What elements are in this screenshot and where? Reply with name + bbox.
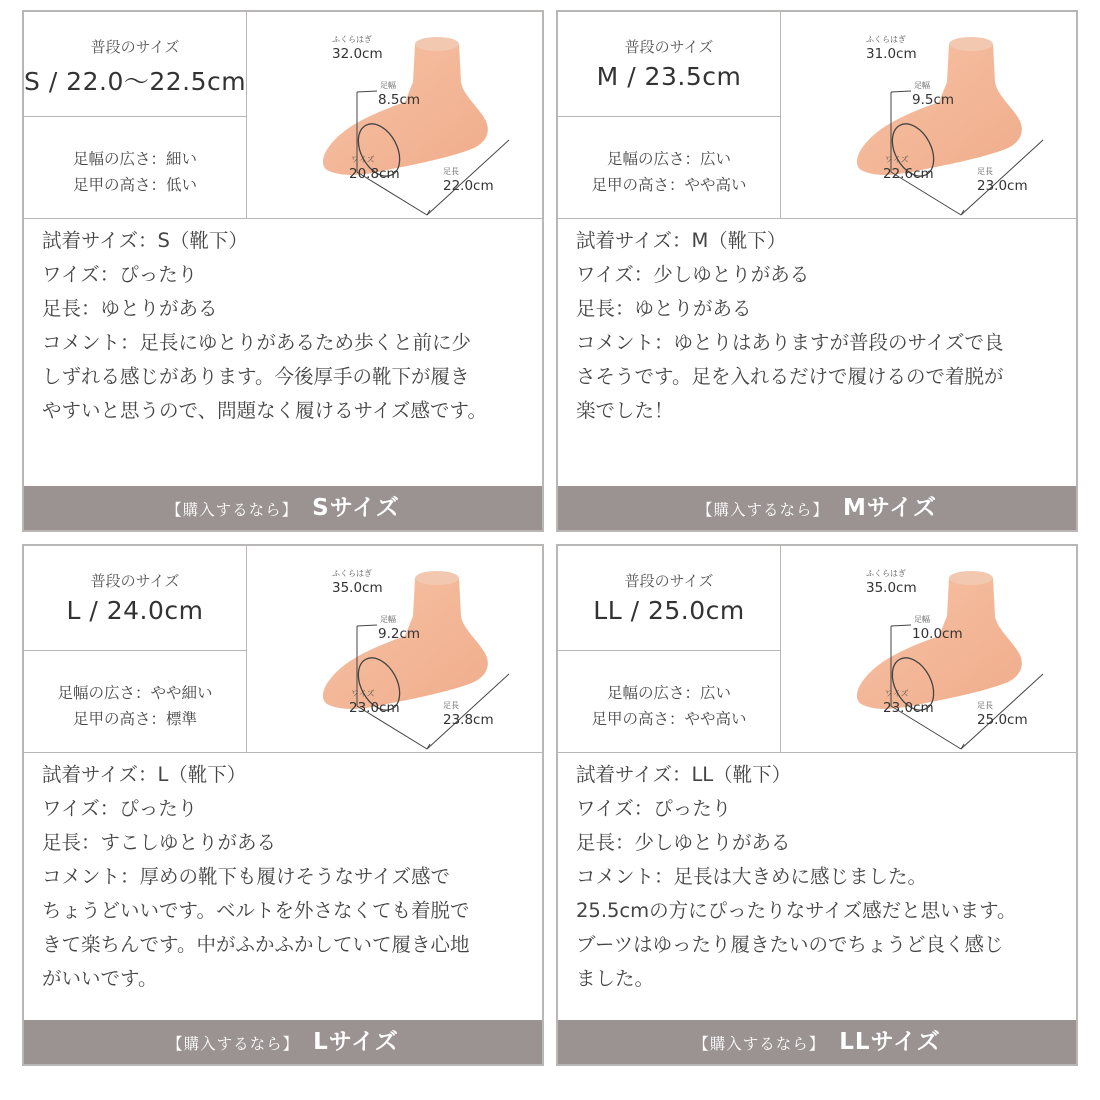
review-line: ワイズ：ぴったり xyxy=(42,797,198,820)
foot-illustration xyxy=(247,546,542,752)
review-line: ワイズ：少しゆとりがある xyxy=(576,263,810,286)
usual-size-label: 普段のサイズ xyxy=(90,38,180,56)
review-line: きて楽ちんです。中がふかふかしていて履き心地 xyxy=(42,933,470,956)
review-line: 楽でした！ xyxy=(576,399,674,422)
foot-illustration xyxy=(781,546,1076,752)
width-value: 8.5cm xyxy=(378,92,421,108)
review-line: 試着サイズ：S（靴下） xyxy=(42,229,248,252)
review-line: ワイズ：ぴったり xyxy=(576,797,732,820)
review-line: さそうです。足を入れるだけで履けるので着脱が xyxy=(576,365,1004,388)
usual-size-box xyxy=(558,12,781,117)
review-line: やすいと思うので、問題なく履けるサイズ感です。 xyxy=(42,399,487,422)
recommend-prefix: 【購入するなら】 xyxy=(166,501,299,519)
usual-size-box xyxy=(558,546,781,651)
width-label: 足幅 xyxy=(914,81,930,90)
review-line: しずれる感じがあります。今後厚手の靴下が履き xyxy=(42,365,470,388)
review-line: 足長：ゆとりがある xyxy=(576,297,752,320)
foot-width-text: 足幅の広さ：広い xyxy=(606,684,731,702)
review-text xyxy=(42,224,536,428)
calf-value: 35.0cm xyxy=(866,580,917,596)
foot-type-box xyxy=(558,651,781,752)
wise-value: 23.0cm xyxy=(883,700,934,716)
foot-icon xyxy=(781,12,1076,218)
review-line: ブーツはゆったり履きたいのでちょうど良く感じ xyxy=(576,933,1004,956)
review-line: 試着サイズ：L（靴下） xyxy=(42,763,247,786)
review-line: 25.5cmの方にぴったりなサイズ感だと思います。 xyxy=(576,899,1017,922)
length-label: 足長 xyxy=(977,167,993,176)
review-line: 試着サイズ：M（靴下） xyxy=(576,229,787,252)
card-header xyxy=(24,546,542,753)
length-label: 足長 xyxy=(977,701,993,710)
width-label: 足幅 xyxy=(380,615,396,624)
recommend-prefix: 【購入するなら】 xyxy=(693,1035,826,1053)
usual-size-label: 普段のサイズ xyxy=(624,38,714,56)
recommend-bar xyxy=(24,486,542,530)
wise-value: 20.8cm xyxy=(349,166,400,182)
review-line: がいいです。 xyxy=(42,967,158,990)
length-value: 22.0cm xyxy=(443,178,494,194)
length-value: 23.0cm xyxy=(977,178,1028,194)
recommend-prefix: 【購入するなら】 xyxy=(167,1035,300,1053)
review-line: ました。 xyxy=(576,967,655,990)
calf-value: 31.0cm xyxy=(866,46,917,62)
recommend-prefix: 【購入するなら】 xyxy=(696,501,829,519)
recommend-bar xyxy=(24,1020,542,1064)
review-line: コメント：足長は大きめに感じました。 xyxy=(576,865,928,888)
foot-type-box xyxy=(558,117,781,218)
width-value: 9.5cm xyxy=(912,92,955,108)
recommend-size: Lサイズ xyxy=(313,1029,399,1055)
wise-label: ワイズ xyxy=(351,155,375,164)
wise-label: ワイズ xyxy=(351,689,375,698)
review-line: 足長：少しゆとりがある xyxy=(576,831,791,854)
calf-label: ふくらはぎ xyxy=(866,35,906,44)
instep-height-text: 足甲の高さ：やや高い xyxy=(591,710,747,728)
foot-illustration xyxy=(247,12,542,218)
size-card xyxy=(22,544,544,1066)
calf-value: 32.0cm xyxy=(332,46,383,62)
review-line: 試着サイズ：LL（靴下） xyxy=(576,763,792,786)
review-text xyxy=(576,224,1070,428)
length-label: 足長 xyxy=(443,701,459,710)
size-card xyxy=(22,10,544,532)
review-line: コメント：足長にゆとりがあるため歩くと前に少 xyxy=(42,331,472,354)
instep-height-text: 足甲の高さ：標準 xyxy=(72,710,197,728)
usual-size-label: 普段のサイズ xyxy=(90,572,180,590)
width-value: 9.2cm xyxy=(378,626,421,642)
instep-height-text: 足甲の高さ：低い xyxy=(72,176,197,194)
instep-height-text: 足甲の高さ：やや高い xyxy=(591,176,747,194)
card-header xyxy=(558,546,1076,753)
size-card xyxy=(556,544,1078,1066)
foot-icon xyxy=(781,546,1076,752)
recommend-bar xyxy=(558,1020,1076,1064)
review-line: 足長：ゆとりがある xyxy=(42,297,218,320)
size-card xyxy=(556,10,1078,532)
usual-size-value: S / 22.0〜22.5cm xyxy=(24,67,247,96)
review-line: 足長：すこしゆとりがある xyxy=(42,831,277,854)
recommend-bar xyxy=(558,486,1076,530)
calf-label: ふくらはぎ xyxy=(332,35,372,44)
usual-size-value: L / 24.0cm xyxy=(66,596,204,625)
wise-value: 23.0cm xyxy=(349,700,400,716)
card-header xyxy=(24,12,542,219)
width-label: 足幅 xyxy=(914,615,930,624)
foot-type-box xyxy=(24,117,247,218)
calf-label: ふくらはぎ xyxy=(866,569,906,578)
foot-type-box xyxy=(24,651,247,752)
foot-illustration xyxy=(781,12,1076,218)
foot-width-text: 足幅の広さ：やや細い xyxy=(57,684,213,702)
calf-value: 35.0cm xyxy=(332,580,383,596)
wise-label: ワイズ xyxy=(885,155,909,164)
review-line: コメント：厚めの靴下も履けそうなサイズ感で xyxy=(42,865,450,888)
foot-icon xyxy=(247,546,542,752)
length-value: 23.8cm xyxy=(443,712,494,728)
foot-icon xyxy=(247,12,542,218)
calf-label: ふくらはぎ xyxy=(332,569,372,578)
width-label: 足幅 xyxy=(380,81,396,90)
review-line: ワイズ：ぴったり xyxy=(42,263,198,286)
wise-label: ワイズ xyxy=(885,689,909,698)
usual-size-value: M / 23.5cm xyxy=(596,62,742,91)
usual-size-label: 普段のサイズ xyxy=(624,572,714,590)
foot-width-text: 足幅の広さ：細い xyxy=(72,150,197,168)
foot-width-text: 足幅の広さ：広い xyxy=(606,150,731,168)
review-text xyxy=(42,758,536,996)
review-line: ちょうどいいです。ベルトを外さなくても着脱で xyxy=(42,899,470,922)
review-text xyxy=(576,758,1070,996)
card-header xyxy=(558,12,1076,219)
usual-size-value: LL / 25.0cm xyxy=(593,596,745,625)
length-value: 25.0cm xyxy=(977,712,1028,728)
review-line: コメント：ゆとりはありますが普段のサイズで良 xyxy=(576,331,1004,354)
recommend-size: Sサイズ xyxy=(312,495,400,521)
usual-size-box xyxy=(24,12,247,117)
recommend-size: Mサイズ xyxy=(842,495,938,521)
length-label: 足長 xyxy=(443,167,459,176)
width-value: 10.0cm xyxy=(912,626,963,642)
wise-value: 22.6cm xyxy=(883,166,934,182)
usual-size-box xyxy=(24,546,247,651)
recommend-size: LLサイズ xyxy=(839,1029,941,1055)
